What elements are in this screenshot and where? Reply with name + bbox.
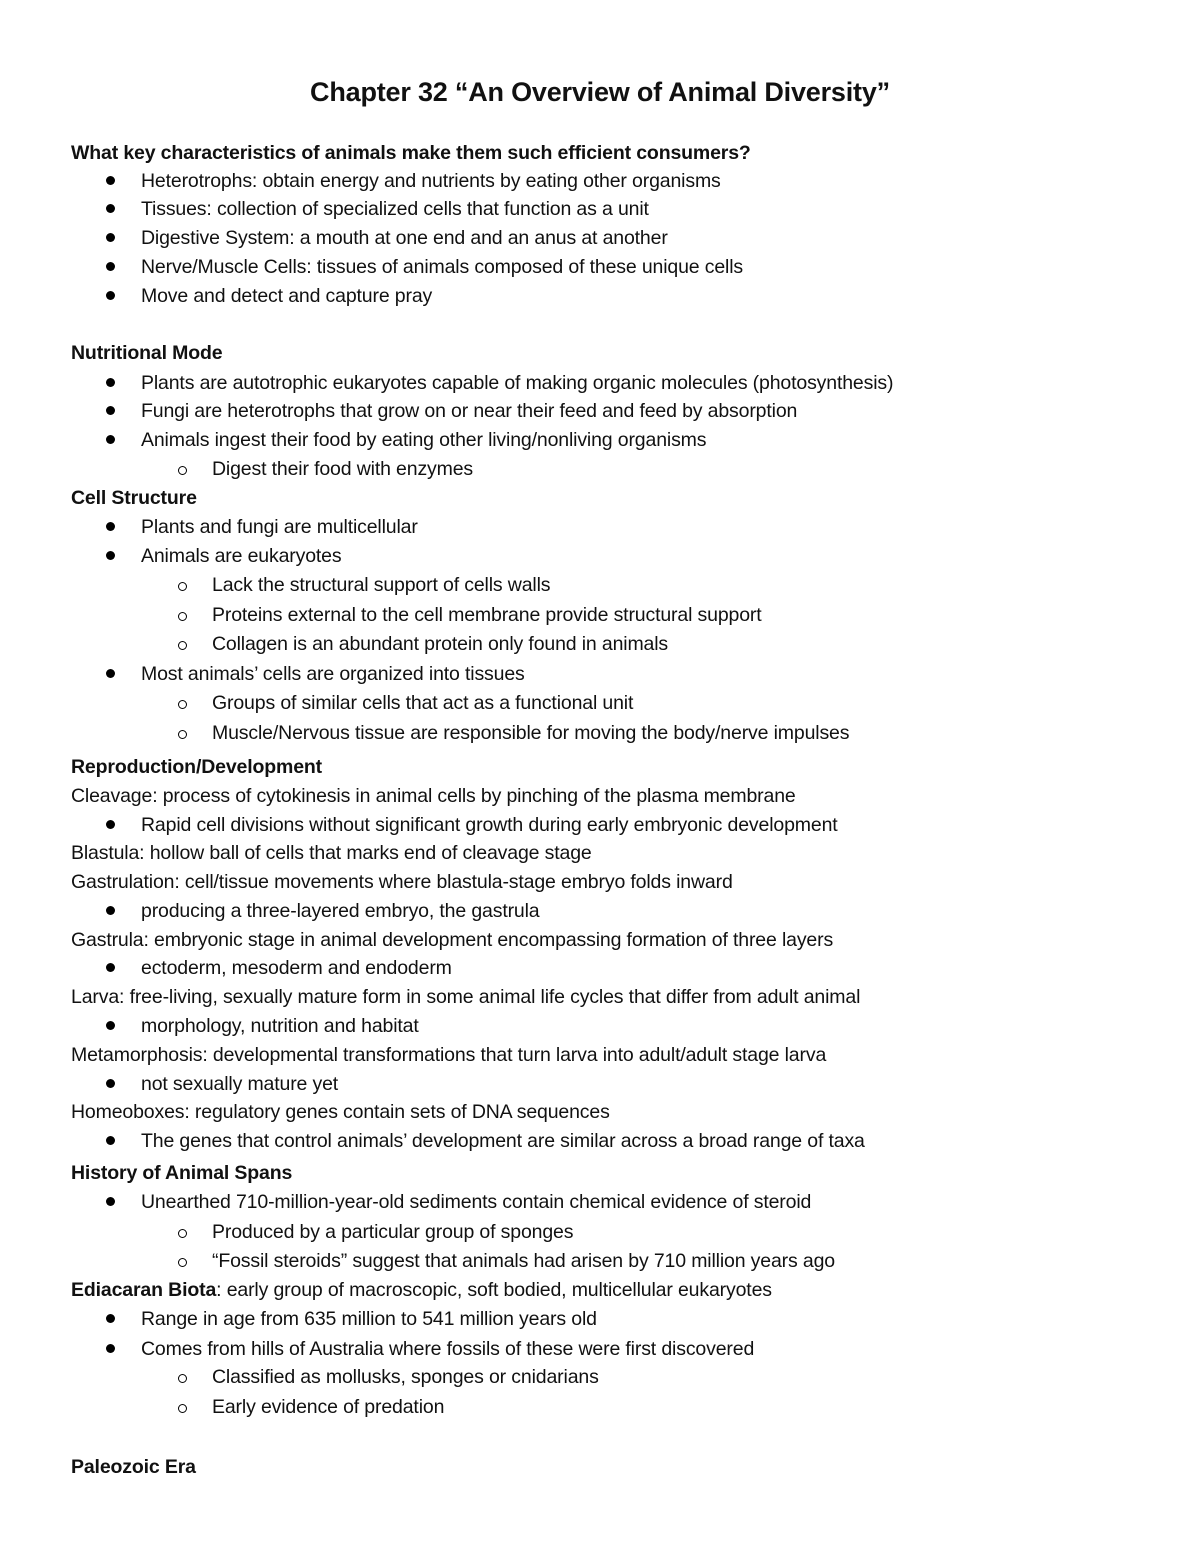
paragraph-line: Blastula: hollow ball of cells that marks end of cleavage stage xyxy=(71,842,592,864)
bullet-item: Most animals’ cells are organized into tissues xyxy=(141,663,525,685)
bullet-dot-icon xyxy=(106,262,115,271)
hollow-circle-bullet-icon xyxy=(178,1229,187,1238)
bullet-dot-icon xyxy=(106,820,115,829)
bullet-dot-icon xyxy=(106,551,115,560)
bullet-dot-icon xyxy=(106,1021,115,1030)
hollow-circle-bullet-icon xyxy=(178,1258,187,1267)
hollow-circle-bullet-icon xyxy=(178,700,187,709)
hollow-circle-bullet-icon xyxy=(178,1404,187,1413)
sub-bullet-item: Muscle/Nervous tissue are responsible for moving the body/nerve impulses xyxy=(212,722,850,744)
paragraph-line: Metamorphosis: developmental transformations that turn larva into adult/adult stage larva xyxy=(71,1044,827,1066)
term-label: Ediacaran Biota xyxy=(71,1279,217,1301)
bullet-item: Animals ingest their food by eating other living/nonliving organisms xyxy=(141,429,707,451)
hollow-circle-bullet-icon xyxy=(178,466,187,475)
bullet-dot-icon xyxy=(106,669,115,678)
bullet-dot-icon xyxy=(106,963,115,972)
paragraph-line: Cleavage: process of cytokinesis in animal cells by pinching of the plasma membrane xyxy=(71,785,796,807)
hollow-circle-bullet-icon xyxy=(178,1374,187,1383)
sub-bullet-item: Classified as mollusks, sponges or cnidarians xyxy=(212,1366,599,1388)
bullet-item: Plants are autotrophic eukaryotes capable of making organic molecules (photosynthesis) xyxy=(141,372,894,394)
bullet-item: Comes from hills of Australia where fossils of these were first discovered xyxy=(141,1338,755,1360)
bullet-item: Digestive System: a mouth at one end and an anus at another xyxy=(141,227,668,249)
bullet-item: Rapid cell divisions without significant growth during early embryonic development xyxy=(141,814,838,836)
bullet-item: Nerve/Muscle Cells: tissues of animals composed of these unique cells xyxy=(141,256,744,278)
section-heading: Paleozoic Era xyxy=(71,1456,196,1478)
section-heading: What key characteristics of animals make them such efficient consumers? xyxy=(71,142,751,164)
bullet-item: Move and detect and capture pray xyxy=(141,285,433,307)
sub-bullet-item: Lack the structural support of cells walls xyxy=(212,574,551,596)
bullet-dot-icon xyxy=(106,406,115,415)
paragraph-line: Gastrulation: cell/tissue movements where blastula-stage embryo folds inward xyxy=(71,871,733,893)
sub-bullet-item: Groups of similar cells that act as a functional unit xyxy=(212,692,634,714)
section-heading: Reproduction/Development xyxy=(71,756,323,778)
sub-bullet-item: Produced by a particular group of sponges xyxy=(212,1221,574,1243)
sub-bullet-item: Collagen is an abundant protein only found in animals xyxy=(212,633,669,655)
section-heading: Nutritional Mode xyxy=(71,342,223,364)
hollow-circle-bullet-icon xyxy=(178,641,187,650)
bullet-item: The genes that control animals’ development are similar across a broad range of taxa xyxy=(141,1130,865,1152)
hollow-circle-bullet-icon xyxy=(178,612,187,621)
bullet-item: not sexually mature yet xyxy=(141,1073,339,1095)
section-heading: History of Animal Spans xyxy=(71,1162,293,1184)
sub-bullet-item: “Fossil steroids” suggest that animals had arisen by 710 million years ago xyxy=(212,1250,835,1272)
bullet-dot-icon xyxy=(106,1079,115,1088)
bullet-dot-icon xyxy=(106,1136,115,1145)
bullet-dot-icon xyxy=(106,906,115,915)
bullet-item: Tissues: collection of specialized cells that function as a unit xyxy=(141,198,649,220)
paragraph-line: Homeoboxes: regulatory genes contain sets of DNA sequences xyxy=(71,1101,610,1123)
bullet-dot-icon xyxy=(106,435,115,444)
bullet-item: Unearthed 710-million-year-old sediments contain chemical evidence of steroid xyxy=(141,1191,812,1213)
hollow-circle-bullet-icon xyxy=(178,730,187,739)
bullet-dot-icon xyxy=(106,233,115,242)
bullet-item: morphology, nutrition and habitat xyxy=(141,1015,419,1037)
bullet-dot-icon xyxy=(106,204,115,213)
bullet-dot-icon xyxy=(106,378,115,387)
bullet-item: ectoderm, mesoderm and endoderm xyxy=(141,957,452,979)
paragraph-line: Gastrula: embryonic stage in animal development encompassing formation of three layers xyxy=(71,929,834,951)
bullet-item: Range in age from 635 million to 541 million years old xyxy=(141,1308,597,1330)
page-title: Chapter 32 “An Overview of Animal Diversity” xyxy=(310,77,890,107)
bullet-item: Animals are eukaryotes xyxy=(141,545,342,567)
paragraph-line: Larva: free-living, sexually mature form in some animal life cycles that differ from adult animal xyxy=(71,986,861,1008)
bullet-item: Fungi are heterotrophs that grow on or near their feed and feed by absorption xyxy=(141,400,798,422)
term-definition: early group of macroscopic, soft bodied, multicellular eukaryotes xyxy=(226,1279,772,1301)
bullet-dot-icon xyxy=(106,1197,115,1206)
paragraph-line: Ediacaran Biota: early group of macroscopic, soft bodied, multicellular eukaryotes xyxy=(71,1279,772,1301)
hollow-circle-bullet-icon xyxy=(178,582,187,591)
bullet-item: producing a three-layered embryo, the gastrula xyxy=(141,900,540,922)
sub-bullet-item: Early evidence of predation xyxy=(212,1396,445,1418)
bullet-dot-icon xyxy=(106,1344,115,1353)
bullet-dot-icon xyxy=(106,291,115,300)
bullet-item: Plants and fungi are multicellular xyxy=(141,516,418,538)
bullet-dot-icon xyxy=(106,522,115,531)
bullet-item: Heterotrophs: obtain energy and nutrients by eating other organisms xyxy=(141,170,721,192)
bullet-dot-icon xyxy=(106,176,115,185)
sub-bullet-item: Proteins external to the cell membrane provide structural support xyxy=(212,604,762,626)
bullet-dot-icon xyxy=(106,1314,115,1323)
section-heading: Cell Structure xyxy=(71,487,197,509)
sub-bullet-item: Digest their food with enzymes xyxy=(212,458,474,480)
